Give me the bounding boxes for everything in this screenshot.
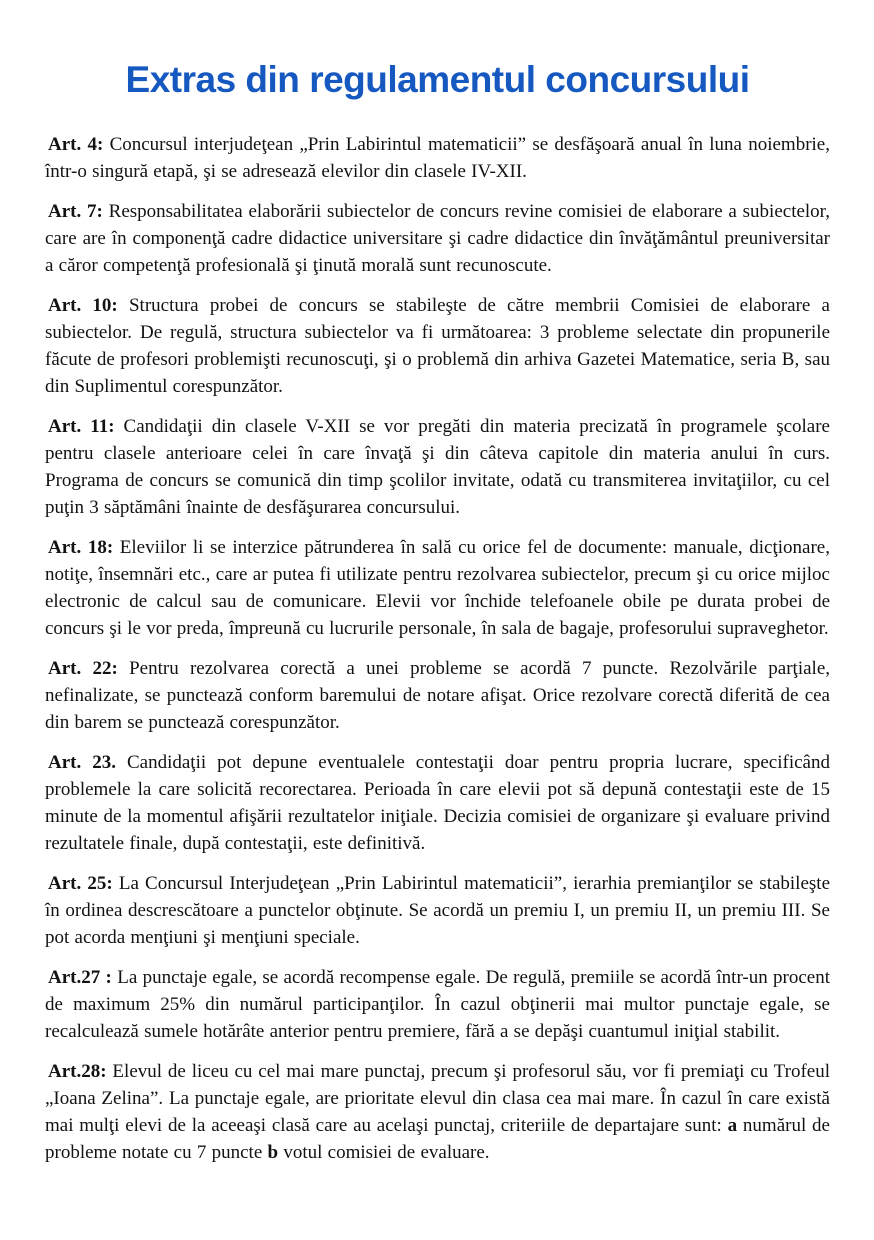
article-text: La Concursul Interjudeţean „Prin Labirintul matematicii”, ierarhia premianţilor se stabileşte în ordinea descrescătoare a punctelor obţinute. Se acordă un premiu I, un premiu II, un premiu III. Se pot acorda menţiuni şi menţiuni speciale. [45, 873, 831, 948]
article-label: Art. 23. [48, 752, 116, 773]
article-text: Candidaţii pot depune eventualele contestaţii doar pentru propria lucrare, specificând problemele la care solicită recorectarea. Perioada în care elevii pot să depună contestaţii este de 15 minute de la momentul afişării rezultatelor iniţiale. Decizia comisiei de organizare şi evaluare privind rezultatele finale, după contestaţii, este definitivă. [45, 752, 830, 854]
article-art-27 [45, 964, 830, 1045]
article-art-23 [45, 749, 830, 857]
article-art-22 [45, 655, 830, 736]
article-label: Art. 25: [48, 873, 113, 894]
article-text: Eleviilor li se interzice pătrunderea în sală cu orice fel de documente: manuale, dicţionare, notiţe, însemnări etc., care ar putea fi utilizate pentru rezolvarea subiectelor, precum şi cu orice mijloc electronic de calcul sau de comunicare. Elevii vor închide telefoanele obile pe durata probei de concurs şi le vor preda, împreună cu lucrurile personale, în sala de bagaje, profesorului supraveghetor. [45, 537, 830, 639]
articles-list [45, 131, 830, 1166]
article-text: Structura probei de concurs se stabileşte de către membrii Comisiei de elaborare a subiectelor. De regulă, structura subiectelor va fi următoarea: 3 probleme selectate din propunerile făcute de profesori problemişti recunoscuţi, şi o problemă din arhiva Gazetei Matematice, seria B, sau din Suplimentul corespunzător. [45, 295, 830, 397]
article-art-18 [45, 534, 830, 642]
bold-term: a [727, 1115, 738, 1136]
article-label: Art. 4: [48, 134, 104, 155]
article-art-4 [45, 131, 830, 185]
bold-term: b [267, 1142, 279, 1163]
article-art-11 [45, 413, 830, 521]
article-art-28 [45, 1058, 830, 1166]
article-label: Art. 11: [48, 416, 115, 437]
article-label: Art. 7: [48, 201, 103, 222]
article-text: Elevul de liceu cu cel mai mare punctaj, precum şi profesorul său, vor fi premiaţi cu Trofeul „Ioana Zelina”. La punctaje egale, are prioritate elevul din clasa cea mai mare. În cazul în care există mai mulţi elevi de la aceeaşi clasă care au acelaşi punctaj, criteriile de departajare sunt: [45, 1061, 830, 1136]
article-text: Concursul interjudeţean „Prin Labirintul matematicii” se desfăşoară anual în luna noiembrie, într-o singură etapă, şi se adresează elevilor din clasele IV-XII. [45, 134, 830, 182]
article-text: Pentru rezolvarea corectă a unei probleme se acordă 7 puncte. Rezolvările parţiale, nefinalizate, se punctează conform baremului de notare afişat. Orice rezolvare corectă diferită de cea din barem se punctează corespunzător. [45, 658, 830, 733]
article-text: La punctaje egale, se acordă recompense egale. De regulă, premiile se acordă într-un procent de maximum 25% din numărul participanţilor. În cazul obţinerii mai multor punctaje egale, se recalculează sumele hotărâte anterior pentru premiere, fără a se depăşi cuantumul iniţial stabilit. [45, 967, 831, 1042]
article-art-7 [45, 198, 830, 279]
article-art-25 [45, 870, 830, 951]
article-text: numărul de probleme notate cu 7 puncte [45, 1115, 830, 1163]
article-text: Responsabilitatea elaborării subiectelor de concurs revine comisiei de elaborare a subiectelor, care are în componenţă cadre didactice universitare şi cadre didactice din învăţământul preuniversitar a căror competenţă profesională şi ţinută morală sunt recunoscute. [45, 201, 830, 276]
article-label: Art. 22: [48, 658, 118, 679]
article-text: votul comisiei de evaluare. [278, 1142, 490, 1163]
page-title: Extras din regulamentul concursului [125, 59, 750, 100]
article-label: Art. 10: [48, 295, 118, 316]
article-label: Art. 18: [48, 537, 114, 558]
article-label: Art.27 : [48, 967, 112, 988]
article-text: Candidaţii din clasele V-XII se vor pregăti din materia precizată în programele şcolare pentru clasele anterioare celei în care învaţă şi din câteva capitole din materia anului în curs. Programa de concurs se comunică din timp şcolilor invitate, odată cu transmiterea invitaţiilor, cu cel puţin 3 săptămâni înainte de desfăşurarea concursului. [45, 416, 830, 518]
article-label: Art.28: [48, 1061, 107, 1082]
article-art-10 [45, 292, 830, 400]
